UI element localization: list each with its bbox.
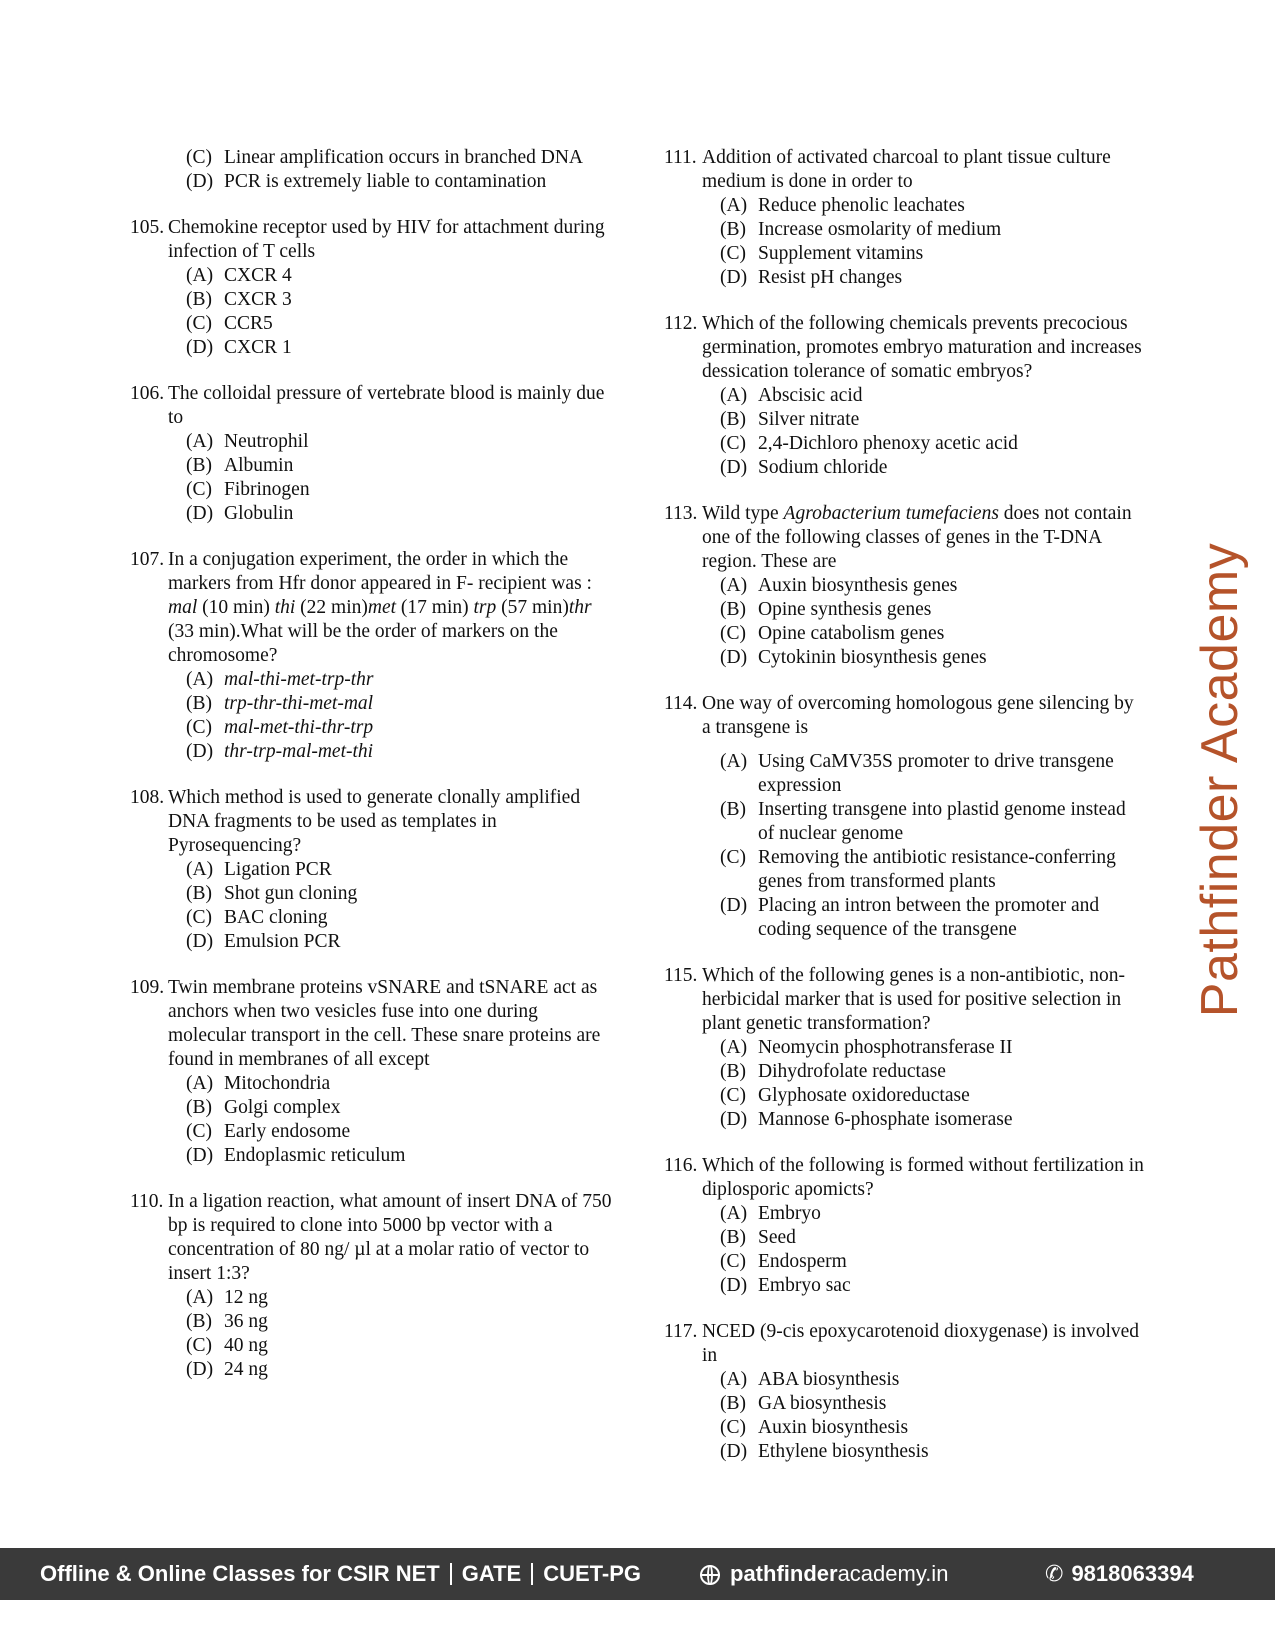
question-number: 117. [664,1321,698,1342]
option: (B) Golgi complex [186,1097,341,1118]
question-number: 110. [130,1191,164,1212]
question-number: 116. [664,1155,698,1176]
option: (D) CXCR 1 [186,337,292,358]
option: (C) Glyphosate oxidoreductase [720,1085,970,1106]
option: (B) Dihydrofolate reductase [720,1061,946,1082]
option: (D) Emulsion PCR [186,931,341,952]
option: (D) 24 ng [186,1359,268,1380]
question-107 [130,548,620,764]
option: (A) Abscisic acid [720,385,863,406]
question-text: Twin membrane proteins vSNARE and tSNARE act as anchors when two vesicles fuse into one during molecular transport in the cell. These snare proteins are found in membranes of all except [168,977,601,1070]
option: (C) Removing the antibiotic resistance-conferring genes from transformed plants [720,847,1116,892]
option: (D) Ethylene biosynthesis [720,1441,929,1462]
question-104-continuation [130,146,620,194]
option: (A) Auxin biosynthesis genes [720,575,958,596]
option: (C) Linear amplification occurs in branched DNA [186,147,583,168]
phone-icon: ✆ [1045,1561,1064,1586]
question-number: 114. [664,693,698,714]
option: (A) Neutrophil [186,431,309,452]
question-number: 112. [664,313,698,334]
option: (C) Early endosome [186,1121,351,1142]
question-text: The colloidal pressure of vertebrate blood is mainly due to [168,383,605,428]
option: (A) Mitochondria [186,1073,331,1094]
option: (A) mal-thi-met-trp-thr [186,669,374,690]
option: (C) mal-met-thi-thr-trp [186,717,374,738]
question-text: In a ligation reaction, what amount of insert DNA of 750 bp is required to clone into 5000 bp vector with a concentration of 80 ng/ µl at a molar ratio of vector to insert 1:3? [168,1191,612,1284]
footer-phone[interactable]: ✆ 9818063394 [1045,1561,1194,1586]
option: (D) Placing an intron between the promoter and coding sequence of the transgene [720,895,1100,940]
question-number: 109. [130,977,165,998]
question-108 [130,786,620,954]
option: (B) 36 ng [186,1311,268,1332]
option: (A) 12 ng [186,1287,268,1308]
question-106 [130,382,620,526]
option: (B) Silver nitrate [720,409,860,430]
question-text: Which method is used to generate clonally amplified DNA fragments to be used as templates in Pyrosequencing? [168,787,581,856]
option: (D) Sodium chloride [720,457,888,478]
option: (A) Using CaMV35S promoter to drive transgene expression [720,751,1114,796]
option: (A) Reduce phenolic leachates [720,195,965,216]
option: (B) Increase osmolarity of medium [720,219,1002,240]
option: (D) Mannose 6-phosphate isomerase [720,1109,1013,1130]
question-text: NCED (9-cis epoxycarotenoid dioxygenase) is involved in [702,1321,1140,1366]
question-text: One way of overcoming homologous gene silencing by a transgene is [702,693,1134,738]
question-110 [130,1190,620,1382]
option: (B) trp-thr-thi-met-mal [186,693,374,714]
side-watermark: Pathfinder Academy [1191,542,1249,1018]
option: (B) GA biosynthesis [720,1393,887,1414]
option: (C) CCR5 [186,313,273,334]
question-117 [664,1320,1144,1464]
option: (B) Opine synthesis genes [720,599,932,620]
option: (D) PCR is extremely liable to contamination [186,171,547,192]
option: (B) Albumin [186,455,294,476]
globe-icon [700,1565,720,1585]
option: (D) Globulin [186,503,294,524]
question-105 [130,216,620,360]
option: (C) Supplement vitamins [720,243,924,264]
question-111 [664,146,1144,290]
option: (C) 2,4-Dichloro phenoxy acetic acid [720,433,1018,454]
question-text: Addition of activated charcoal to plant tissue culture medium is done in order to [702,147,1111,192]
option: (A) Embryo [720,1203,821,1224]
question-number: 107. [130,549,165,570]
question-text: Which of the following genes is a non-antibiotic, non-herbicidal marker that is used for positive selection in plant genetic transformation? [702,965,1125,1034]
question-number: 115. [664,965,698,986]
question-number: 106. [130,383,165,404]
option: (B) Inserting transgene into plastid genome instead of nuclear genome [720,799,1126,844]
left-column [130,146,620,1404]
option: (D) Embryo sac [720,1275,851,1296]
option: (A) ABA biosynthesis [720,1369,900,1390]
option: (C) Auxin biosynthesis [720,1417,909,1438]
question-number: 108. [130,787,165,808]
question-text: Chemokine receptor used by HIV for attachment during infection of T cells [168,217,605,262]
question-112 [664,312,1144,480]
option: (A) CXCR 4 [186,265,292,286]
question-text: Which of the following chemicals prevents precocious germination, promotes embryo maturation and increases dessication tolerance of somatic embryos? [702,313,1142,382]
footer-classes: Offline & Online Classes for CSIR NET GATE CUET-PG [40,1561,642,1586]
question-114 [664,692,1144,942]
option: (C) Fibrinogen [186,479,310,500]
question-number: 113. [664,503,698,524]
option: (D) Resist pH changes [720,267,903,288]
question-115 [664,964,1144,1132]
option: (B) Seed [720,1227,796,1248]
option: (B) Shot gun cloning [186,883,358,904]
option: (C) Opine catabolism genes [720,623,945,644]
right-column [664,146,1144,1486]
option: (C) BAC cloning [186,907,328,928]
option: (A) Ligation PCR [186,859,332,880]
question-text: Which of the following is formed without fertilization in diplosporic apomicts? [702,1155,1144,1200]
question-113 [664,502,1144,670]
option: (D) Endoplasmic reticulum [186,1145,406,1166]
question-number: 111. [664,147,697,168]
option: (D) thr-trp-mal-met-thi [186,741,374,762]
question-text: In a conjugation experiment, the order in which the markers from Hfr donor appeared in F- recipient was : mal (10 min) thi (22 min)met (17 min) trp (57 min)thr (33 min).What will be the order of markers on the chromosome? [168,549,592,666]
question-109 [130,976,620,1168]
option: (C) Endosperm [720,1251,847,1272]
question-116 [664,1154,1144,1298]
option: (B) CXCR 3 [186,289,292,310]
question-text: Wild type Agrobacterium tumefaciens does not contain one of the following classes of genes in the T-DNA region. These are [702,503,1132,572]
option: (A) Neomycin phosphotransferase II [720,1037,1013,1058]
option: (D) Cytokinin biosynthesis genes [720,647,987,668]
question-number: 105. [130,217,165,238]
footer-website-link[interactable]: pathfinderacademy.in [700,1561,948,1587]
option: (C) 40 ng [186,1335,268,1356]
footer-bar [0,1548,1275,1600]
